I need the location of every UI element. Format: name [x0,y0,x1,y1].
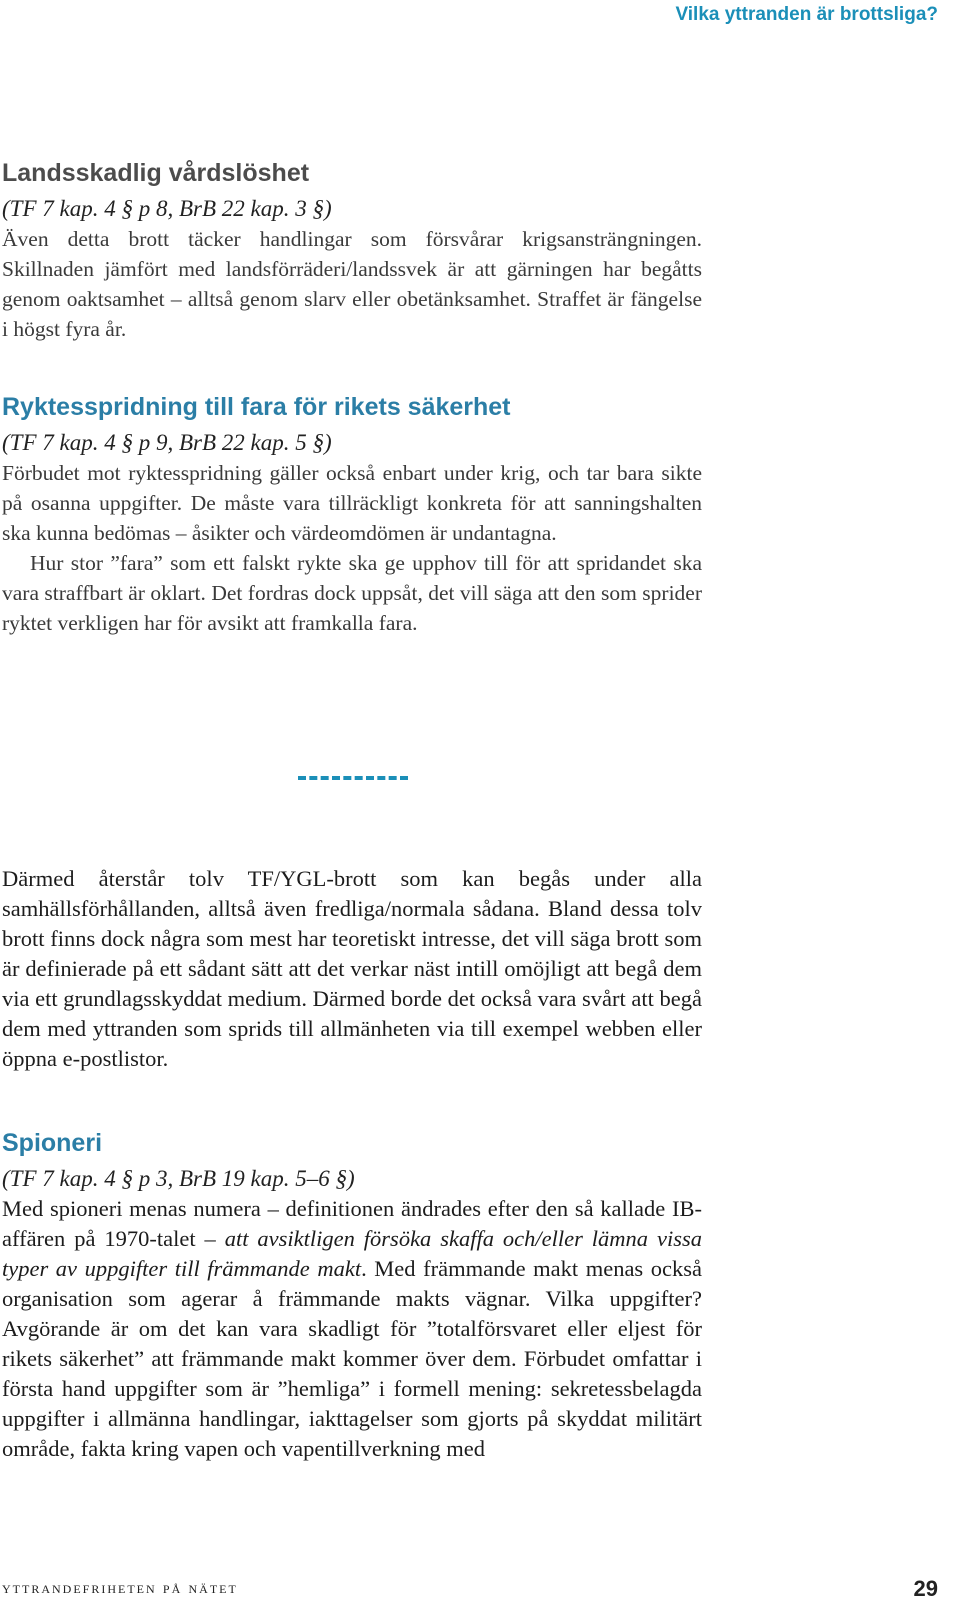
section-heading: Landsskadlig vårdslöshet [2,159,310,187]
law-reference: (TF 7 kap. 4 § p 9, BrB 22 kap. 5 §) [2,430,332,455]
page-number: 29 [913,1576,938,1601]
law-reference: (TF 7 kap. 4 § p 3, BrB 19 kap. 5–6 §) [2,1166,355,1191]
body-paragraph [2,1194,702,1464]
section-spioneri [2,1128,702,1464]
section-heading: Spioneri [2,1129,103,1157]
footer-book-title: yttrandefriheten på nätet [2,1578,238,1597]
law-reference: (TF 7 kap. 4 § p 8, BrB 22 kap. 3 §) [2,196,332,221]
body-paragraph: Därmed återstår tolv TF/YGL-brott som kan begås under alla samhällsförhållanden, alltså även fredliga/normala sådana. Bland dessa tolv brott finns dock några som mest har teoretiskt intresse, det vill säga brott som är definierade på ett sådant sätt att det verkar näst intill omöjligt att begå dem via ett grundlagsskyddat medium. Därmed borde det också vara svårt att begå dem med yttranden som sprids till allmänheten via till exempel webben eller öppna e-postlistor. [2,866,702,1071]
section-ryktesspridning [2,392,702,638]
paragraph-text: . Med främmande makt menas också organisation som agerar å främmande makts vägnar. Vilka uppgifter? Avgörande är om det kan vara skadligt för ”totalförsvaret eller eljest för rikets säkerhet” att främmande makt kommer över dem. Förbudet omfattar i första hand uppgifter som är ”hemliga” i formell mening: sekretessbelagda uppgifter i allmänna handlingar, iakttagelser som gjorts på skyddat militärt område, fakta kring vapen och vapentillverkning med [2,1256,702,1461]
section-divider [298,776,408,780]
body-paragraph: Förbudet mot ryktesspridning gäller också enbart under krig, och tar bara sikte på osanna uppgifter. De måste vara tillräckligt konkreta för att sanningshalten ska kunna bedömas – åsikter och värdeomdömen är undantagna. [2,461,702,545]
running-head: Vilka yttranden är brottsliga? [675,4,938,25]
body-paragraph: Även detta brott täcker handlingar som försvårar krigsansträngningen. Skillnaden jämfört med landsförräderi/landssvek är att gärningen har begåtts genom oaktsamhet – alltså genom slarv eller obetänksamhet. Straffet är fängelse i högst fyra år. [2,227,702,341]
section-summary [2,864,702,1074]
emphasized-definition: att avsiktligen försöka skaffa och/eller lämna vissa typer av uppgifter till främmande makt [2,1226,702,1281]
section-heading: Ryktesspridning till fara för rikets säkerhet [2,393,511,421]
body-paragraph: Hur stor ”fara” som ett falskt rykte ska ge upphov till för att spridandet ska vara straffbart är oklart. Det fordras dock uppsåt, det vill säga att den som sprider ryktet verkligen har för avsikt att framkalla fara. [2,551,702,635]
paragraph-text: Med spioneri menas numera – definitionen ändrades efter den så kallade IB-affären på 1970-talet – [2,1196,702,1251]
section-landsskadlig-vardsloshet [2,158,702,344]
